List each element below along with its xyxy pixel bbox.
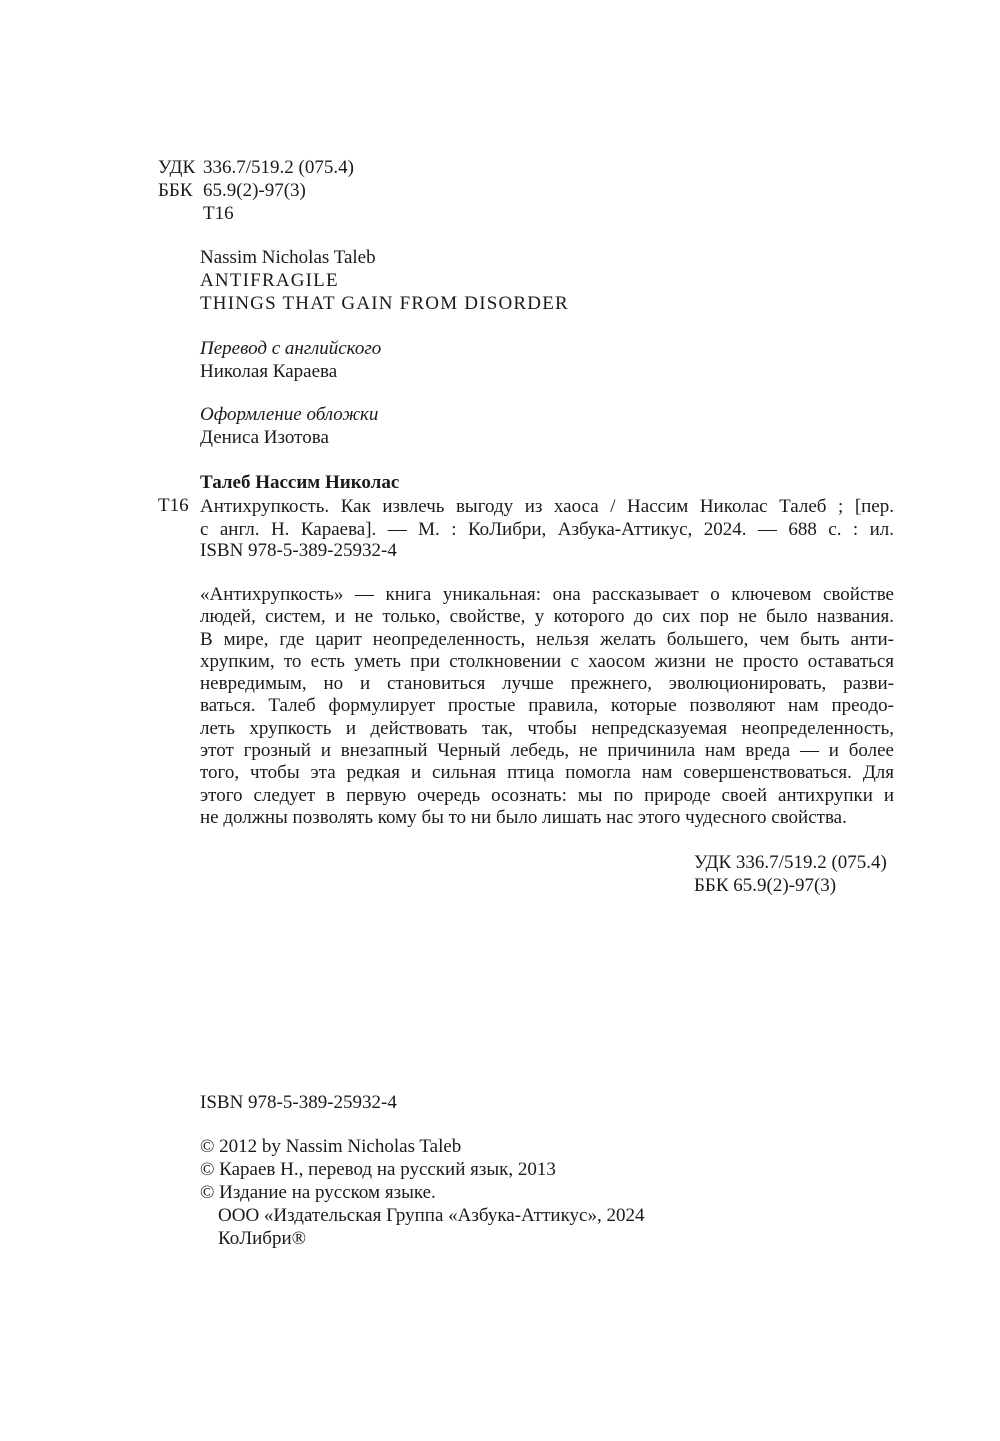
copyright-translation: © Караев Н., перевод на русский язык, 2013 [200, 1159, 556, 1180]
catalog-isbn: ISBN 978-5-389-25932-4 [200, 540, 397, 561]
bbk-value: 65.9(2)-97(3) [203, 180, 306, 201]
bbk-repeat: ББК 65.9(2)-97(3) [694, 875, 837, 896]
annotation-line: того, чтобы эта редкая и сильная птица помогла нам совершенствоваться. Для [200, 762, 894, 784]
annotation-line: «Антихрупкость» — книга уникальная: она рассказывает о ключевом свойстве [200, 584, 894, 605]
copyright-imprint: КоЛибри® [218, 1228, 307, 1249]
copyright-original: © 2012 by Nassim Nicholas Taleb [200, 1136, 462, 1157]
cover-designer: Дениса Изотова [200, 427, 329, 448]
cover-label: Оформление обложки [200, 404, 379, 425]
annotation-line: В мире, где царит неопределенность, нельзя желать большего, чем быть анти- [200, 628, 894, 650]
bbk-label: ББК [158, 180, 193, 201]
annotation-line: ваться. Талеб формулирует простые правила, которые позволяют нам преодо- [200, 695, 894, 717]
annotation-line: этого следует в первую очередь осознать: мы по природе своей антихрупки и [200, 784, 894, 806]
catalog-line: с англ. Н. Караева]. — М. : КоЛибри, Азбука-Аттикус, 2024. — 688 с. : ил. [200, 519, 894, 540]
annotation-line: леть хрупкость и действовать так, чтобы непредсказуемая неопределенность, [200, 717, 894, 739]
author-mark: Т16 [203, 203, 234, 224]
annotation-line: этот грозный и внезапный Черный лебедь, не причинила нам вреда — и более [200, 740, 894, 762]
copyright-edition: © Издание на русском языке. [200, 1182, 436, 1203]
catalog-line: Антихрупкость. Как извлечь выгоду из хаоса / Нассим Николас Талеб ; [пер. [200, 496, 894, 517]
translation-label: Перевод с английского [200, 338, 382, 359]
udk-value: 336.7/519.2 (075.4) [203, 157, 354, 178]
translator-name: Николая Караева [200, 361, 338, 382]
annotation [200, 584, 894, 829]
footer-isbn: ISBN 978-5-389-25932-4 [200, 1092, 397, 1113]
original-title: ANTIFRAGILE [200, 270, 339, 291]
annotation-line: не должны позволять кому бы то ни было лишать нас этого чудесного свойства. [200, 806, 847, 828]
udk-repeat: УДК 336.7/519.2 (075.4) [694, 852, 887, 873]
catalog-record [200, 495, 894, 541]
annotation-line: невредимым, но и становиться лучше прежнего, эволюционировать, разви- [200, 673, 894, 695]
catalog-mark: Т16 [158, 495, 189, 516]
udk-label: УДК [158, 157, 196, 178]
copyright-publisher: ООО «Издательская Группа «Азбука-Аттикус», 2024 [218, 1205, 645, 1226]
catalog-author-heading: Талеб Нассим Николас [200, 472, 400, 493]
annotation-line: людей, систем, и не только, свойстве, у которого до сих пор не было названия. [200, 606, 894, 628]
original-subtitle: THINGS THAT GAIN FROM DISORDER [200, 293, 569, 314]
original-author: Nassim Nicholas Taleb [200, 247, 376, 268]
annotation-line: хрупким, то есть уметь при столкновении с хаосом жизни не просто оставаться [200, 650, 894, 672]
